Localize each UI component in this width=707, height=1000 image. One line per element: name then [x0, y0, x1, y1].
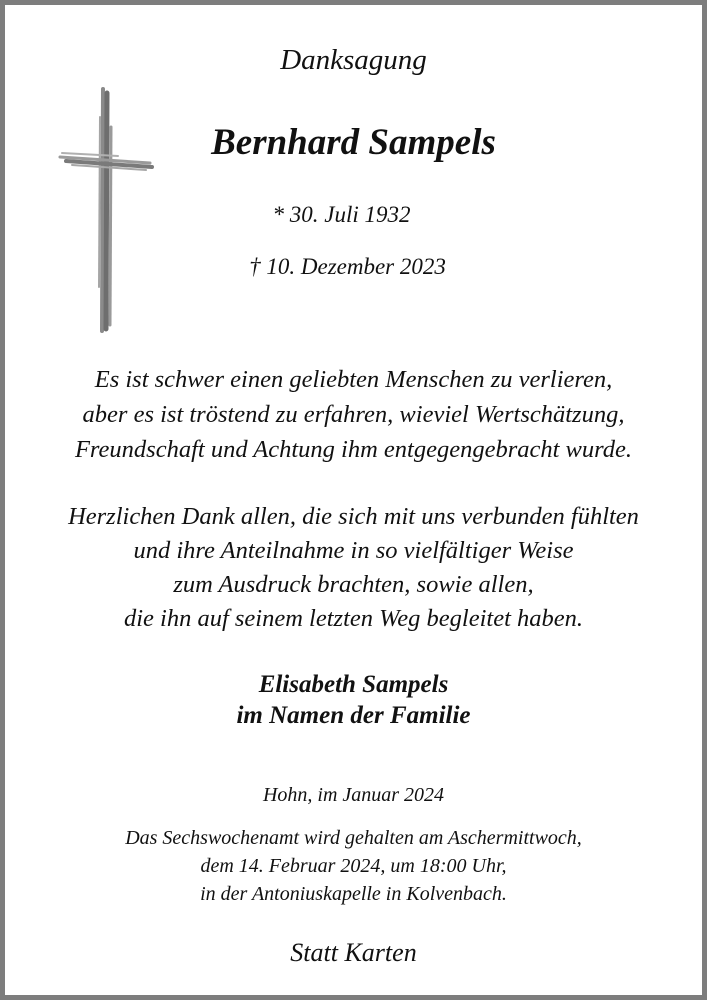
paragraph-line: Freundschaft und Achtung ihm entgegengebracht wurde.	[74, 436, 633, 463]
notice-heading: Danksagung	[280, 44, 427, 76]
paragraph-line: die ihn auf seinem letzten Weg begleitet haben.	[123, 605, 584, 632]
death-date: † 10. Dezember 2023	[249, 254, 446, 279]
paragraph-line: und ihre Anteilnahme in so vielfältiger Weise	[133, 537, 574, 564]
paragraph-line: aber es ist tröstend zu erfahren, wieviel Wertschätzung,	[82, 401, 625, 428]
paragraph-line: Herzlichen Dank allen, die sich mit uns verbunden fühlten	[68, 503, 639, 530]
signature-family: im Namen der Familie	[236, 702, 471, 729]
service-line: Das Sechswochenamt wird gehalten am Aschermittwoch,	[125, 827, 582, 849]
closing-note: Statt Karten	[290, 938, 417, 967]
birth-date: * 30. Juli 1932	[272, 202, 411, 227]
place-date: Hohn, im Januar 2024	[262, 784, 445, 806]
service-line: dem 14. Februar 2024, um 18:00 Uhr,	[200, 855, 507, 877]
service-line: in der Antoniuskapelle in Kolvenbach.	[200, 883, 507, 905]
paragraph-line: zum Ausdruck brachten, sowie allen,	[173, 571, 534, 598]
paragraph-line: Es ist schwer einen geliebten Menschen zu verlieren,	[94, 366, 613, 393]
signature-name: Elisabeth Sampels	[258, 671, 449, 698]
deceased-name: Bernhard Sampels	[211, 122, 496, 163]
